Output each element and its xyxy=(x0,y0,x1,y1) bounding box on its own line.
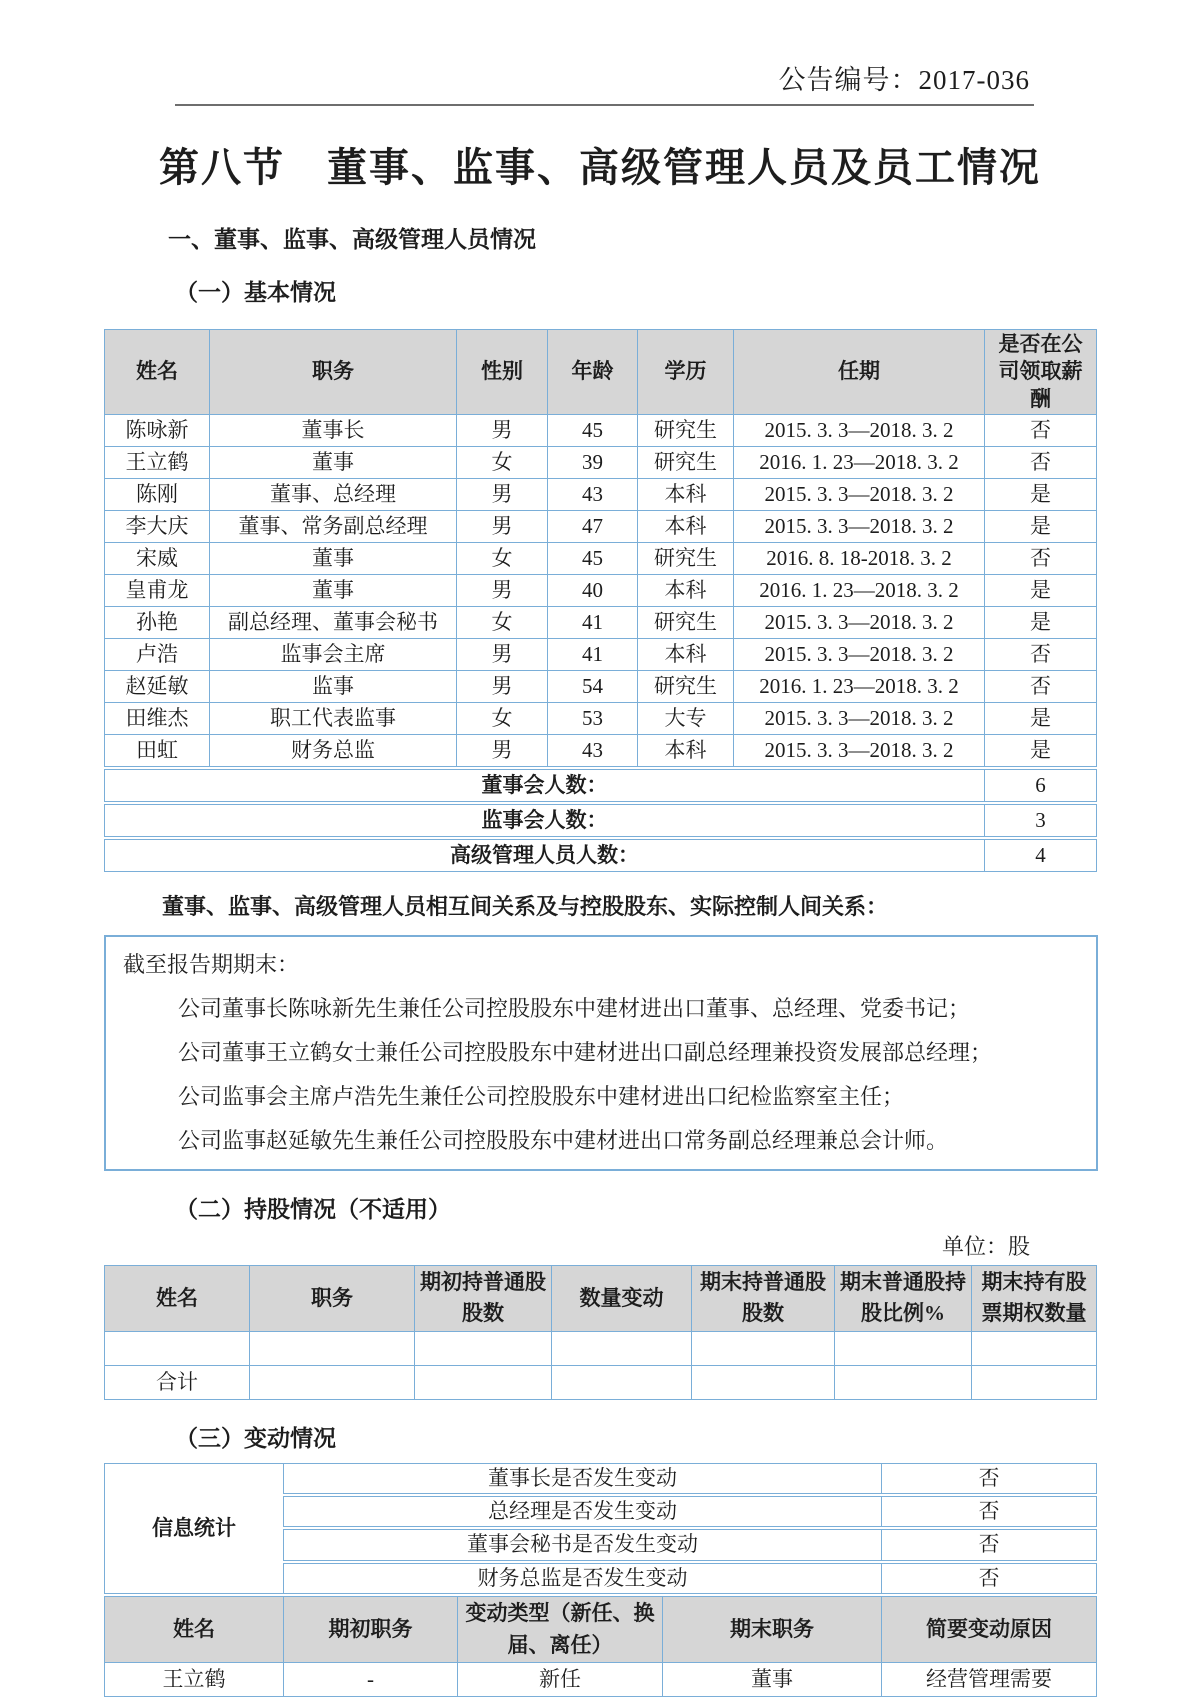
cell-gender: 男 xyxy=(457,510,548,542)
table-header-row xyxy=(105,1595,1097,1663)
table-row xyxy=(105,734,1097,768)
cell-total-label: 合计 xyxy=(105,1365,250,1399)
change-table xyxy=(104,1463,1097,1697)
subsection-heading-change: （三）变动情况 xyxy=(175,1424,336,1451)
relationship-paragraph: 公司监事赵延敏先生兼任公司控股股东中建材进出口常务副总经理兼总会计师。 xyxy=(178,1127,949,1153)
table-row xyxy=(105,478,1097,510)
col-header-end-ratio: 期末普通股持股比例% xyxy=(835,1265,972,1331)
cell-begin-shares xyxy=(415,1365,552,1399)
stat-row xyxy=(105,1463,1097,1495)
cell-term: 2016. 1. 23—2018. 3. 2 xyxy=(734,670,985,702)
cell-position: 董事 xyxy=(210,446,457,478)
stat-answer: 否 xyxy=(882,1495,1097,1528)
cell-gender: 男 xyxy=(457,414,548,446)
col-header-position: 职务 xyxy=(250,1265,415,1331)
cell-paid: 否 xyxy=(985,638,1097,670)
holding-table xyxy=(104,1265,1097,1400)
cell-paid: 是 xyxy=(985,734,1097,768)
col-header-change-type: 变动类型（新任、换届、离任） xyxy=(458,1595,663,1663)
cell-gender: 女 xyxy=(457,542,548,574)
table-header-row xyxy=(105,330,1097,415)
col-header-reason: 简要变动原因 xyxy=(882,1595,1097,1663)
cell-reason: 经营管理需要 xyxy=(882,1663,1097,1697)
col-header-term: 任期 xyxy=(734,330,985,415)
table-row xyxy=(105,1663,1097,1697)
cell-education: 本科 xyxy=(638,510,734,542)
cell-education: 研究生 xyxy=(638,542,734,574)
cell-paid: 是 xyxy=(985,510,1097,542)
summary-label: 董事会人数： xyxy=(105,768,985,803)
cell-term: 2015. 3. 3—2018. 3. 2 xyxy=(734,510,985,542)
cell-gender: 男 xyxy=(457,574,548,606)
col-header-name: 姓名 xyxy=(105,1265,250,1331)
col-header-gender: 性别 xyxy=(457,330,548,415)
cell-end-shares xyxy=(692,1365,835,1399)
col-header-education: 学历 xyxy=(638,330,734,415)
col-header-name: 姓名 xyxy=(105,1595,284,1663)
subsection-heading-holding: （二）持股情况（不适用） xyxy=(175,1195,451,1222)
subsection-heading-basic: （一）基本情况 xyxy=(175,279,336,305)
stat-question: 董事会秘书是否发生变动 xyxy=(284,1528,882,1561)
col-header-paid: 是否在公司领取薪酬 xyxy=(985,330,1097,415)
col-header-options: 期末持有股票期权数量 xyxy=(972,1265,1097,1331)
cell-age: 41 xyxy=(548,606,638,638)
cell-change xyxy=(552,1331,692,1365)
page-title: 第八节 董事、监事、高级管理人员及员工情况 xyxy=(159,146,1041,190)
cell-gender: 男 xyxy=(457,734,548,768)
relationship-box xyxy=(104,935,1098,1171)
cell-end-shares xyxy=(692,1331,835,1365)
cell-education: 本科 xyxy=(638,574,734,606)
cell-name: 陈刚 xyxy=(105,478,210,510)
cell-age: 45 xyxy=(548,542,638,574)
table-row xyxy=(105,702,1097,734)
cell-age: 54 xyxy=(548,670,638,702)
cell-name: 田维杰 xyxy=(105,702,210,734)
stat-answer: 否 xyxy=(882,1528,1097,1561)
table-row xyxy=(105,670,1097,702)
summary-value: 3 xyxy=(985,803,1097,838)
col-header-end-position: 期末职务 xyxy=(663,1595,882,1663)
notice-number: 公告编号：2017-036 xyxy=(778,65,1030,95)
cell-age: 39 xyxy=(548,446,638,478)
cell-change xyxy=(552,1365,692,1399)
summary-value: 4 xyxy=(985,838,1097,872)
stat-answer: 否 xyxy=(882,1463,1097,1495)
relationship-paragraph: 公司董事王立鹤女士兼任公司控股股东中建材进出口副总经理兼投资发展部总经理； xyxy=(178,1039,993,1065)
table-row xyxy=(105,574,1097,606)
table-row xyxy=(105,638,1097,670)
relationship-paragraph: 公司董事长陈咏新先生兼任公司控股股东中建材进出口董事、总经理、党委书记； xyxy=(178,995,971,1021)
summary-row-supervisors xyxy=(105,803,1097,838)
relationship-intro: 截至报告期期末： xyxy=(123,951,300,977)
cell-term: 2015. 3. 3—2018. 3. 2 xyxy=(734,638,985,670)
table-row xyxy=(105,606,1097,638)
cell-term: 2016. 1. 23—2018. 3. 2 xyxy=(734,574,985,606)
cell-position: 董事、常务副总经理 xyxy=(210,510,457,542)
cell-education: 本科 xyxy=(638,734,734,768)
cell-gender: 男 xyxy=(457,670,548,702)
cell-name: 田虹 xyxy=(105,734,210,768)
section-heading-1: 一、董事、监事、高级管理人员情况 xyxy=(168,226,536,252)
col-header-name: 姓名 xyxy=(105,330,210,415)
cell-age: 45 xyxy=(548,414,638,446)
cell-end-position: 董事 xyxy=(663,1663,882,1697)
cell-term: 2015. 3. 3—2018. 3. 2 xyxy=(734,702,985,734)
table-row xyxy=(105,1331,1097,1365)
cell-age: 41 xyxy=(548,638,638,670)
cell-paid: 是 xyxy=(985,478,1097,510)
table-row xyxy=(105,510,1097,542)
basic-info-table xyxy=(104,329,1097,872)
stat-group-label: 信息统计 xyxy=(105,1463,284,1595)
table-header-row xyxy=(105,1265,1097,1331)
cell-age: 47 xyxy=(548,510,638,542)
cell-position: 财务总监 xyxy=(210,734,457,768)
cell-name: 陈咏新 xyxy=(105,414,210,446)
cell-position: 董事 xyxy=(210,574,457,606)
cell-end-ratio xyxy=(835,1331,972,1365)
cell-education: 大专 xyxy=(638,702,734,734)
stat-answer: 否 xyxy=(882,1562,1097,1595)
cell-age: 43 xyxy=(548,478,638,510)
cell-begin-position: - xyxy=(284,1663,458,1697)
cell-options xyxy=(972,1331,1097,1365)
cell-options xyxy=(972,1365,1097,1399)
cell-education: 本科 xyxy=(638,638,734,670)
cell-gender: 男 xyxy=(457,478,548,510)
cell-end-ratio xyxy=(835,1365,972,1399)
stat-question: 财务总监是否发生变动 xyxy=(284,1562,882,1595)
cell-education: 研究生 xyxy=(638,606,734,638)
cell-gender: 女 xyxy=(457,702,548,734)
col-header-begin-position: 期初职务 xyxy=(284,1595,458,1663)
cell-gender: 女 xyxy=(457,606,548,638)
cell-education: 研究生 xyxy=(638,414,734,446)
stat-question: 总经理是否发生变动 xyxy=(284,1495,882,1528)
cell-education: 研究生 xyxy=(638,670,734,702)
col-header-position: 职务 xyxy=(210,330,457,415)
cell-position: 副总经理、董事会秘书 xyxy=(210,606,457,638)
relationship-heading: 董事、监事、高级管理人员相互间关系及与控股股东、实际控制人间关系： xyxy=(162,893,889,919)
cell-term: 2015. 3. 3—2018. 3. 2 xyxy=(734,734,985,768)
cell-paid: 否 xyxy=(985,414,1097,446)
cell-term: 2015. 3. 3—2018. 3. 2 xyxy=(734,414,985,446)
table-row xyxy=(105,414,1097,446)
cell-position: 董事长 xyxy=(210,414,457,446)
col-header-begin-shares: 期初持普通股股数 xyxy=(415,1265,552,1331)
cell-age: 53 xyxy=(548,702,638,734)
cell-age: 40 xyxy=(548,574,638,606)
cell-education: 研究生 xyxy=(638,446,734,478)
summary-label: 高级管理人员人数： xyxy=(105,838,985,872)
cell-name: 李大庆 xyxy=(105,510,210,542)
cell-position xyxy=(250,1331,415,1365)
cell-gender: 男 xyxy=(457,638,548,670)
col-header-change: 数量变动 xyxy=(552,1265,692,1331)
cell-gender: 女 xyxy=(457,446,548,478)
cell-name: 王立鹤 xyxy=(105,446,210,478)
cell-paid: 否 xyxy=(985,670,1097,702)
unit-label: 单位：股 xyxy=(941,1233,1030,1259)
summary-row-directors xyxy=(105,768,1097,803)
cell-term: 2015. 3. 3—2018. 3. 2 xyxy=(734,478,985,510)
cell-term: 2016. 1. 23—2018. 3. 2 xyxy=(734,446,985,478)
cell-name: 宋威 xyxy=(105,542,210,574)
cell-paid: 否 xyxy=(985,446,1097,478)
cell-name: 卢浩 xyxy=(105,638,210,670)
summary-row-executives xyxy=(105,838,1097,872)
relationship-paragraph: 公司监事会主席卢浩先生兼任公司控股股东中建材进出口纪检监察室主任； xyxy=(178,1083,905,1109)
cell-position: 监事 xyxy=(210,670,457,702)
cell-name: 王立鹤 xyxy=(105,1663,284,1697)
cell-term: 2015. 3. 3—2018. 3. 2 xyxy=(734,606,985,638)
cell-begin-shares xyxy=(415,1331,552,1365)
header-rule xyxy=(175,104,1034,106)
cell-position: 监事会主席 xyxy=(210,638,457,670)
cell-paid: 否 xyxy=(985,542,1097,574)
summary-label: 监事会人数： xyxy=(105,803,985,838)
cell-paid: 是 xyxy=(985,606,1097,638)
cell-term: 2016. 8. 18-2018. 3. 2 xyxy=(734,542,985,574)
cell-position: 董事、总经理 xyxy=(210,478,457,510)
cell-name: 皇甫龙 xyxy=(105,574,210,606)
cell-name: 赵延敏 xyxy=(105,670,210,702)
col-header-age: 年龄 xyxy=(548,330,638,415)
col-header-end-shares: 期末持普通股股数 xyxy=(692,1265,835,1331)
cell-name xyxy=(105,1331,250,1365)
table-row xyxy=(105,542,1097,574)
stat-question: 董事长是否发生变动 xyxy=(284,1463,882,1495)
cell-name: 孙艳 xyxy=(105,606,210,638)
cell-change-type: 新任 xyxy=(458,1663,663,1697)
table-row xyxy=(105,446,1097,478)
total-row xyxy=(105,1365,1097,1399)
cell-position xyxy=(250,1365,415,1399)
cell-paid: 是 xyxy=(985,574,1097,606)
cell-position: 董事 xyxy=(210,542,457,574)
summary-value: 6 xyxy=(985,768,1097,803)
cell-age: 43 xyxy=(548,734,638,768)
cell-education: 本科 xyxy=(638,478,734,510)
cell-paid: 是 xyxy=(985,702,1097,734)
cell-position: 职工代表监事 xyxy=(210,702,457,734)
